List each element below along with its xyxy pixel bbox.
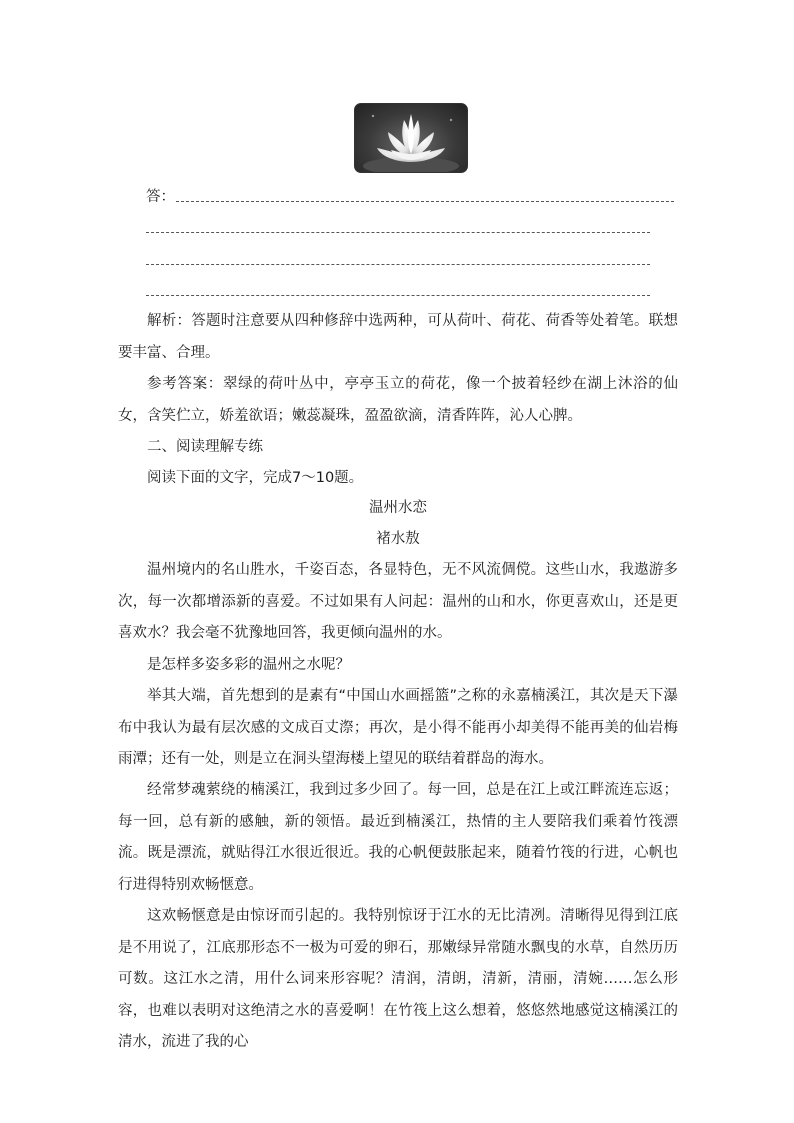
answer-line-2 [146,232,650,233]
article-title: 温州水恋 [369,500,427,516]
reference-answer: 参考答案：翠绿的荷叶丛中，亭亭玉立的荷花，像一个披着轻纱在湖上沐浴的仙女，含笑伫立，娇羞欲语；嫩蕊凝珠，盈盈欲滴，清香阵阵，沁人心脾。 [118,376,678,424]
instruction-text: 阅读下面的文字，完成7～10题。 [147,470,364,486]
article-paragraph-4: 经常梦魂萦绕的楠溪江，我到过多少回了。每一回，总是在江上或江畔流连忘返；每一回，总有新的感触，新的领悟。最近到楠溪江，热情的主人要陪我们乘着竹筏漂流。既是漂流，就贴得江水很近很近。我的心帆便鼓胀起来，随着竹筏的行进，心帆也行进得特别欢畅惬意。 [118,782,678,893]
answer-line-4 [146,295,650,296]
section-heading: 二、阅读理解专练 [147,439,263,455]
answer-label: 答： [146,189,175,205]
analysis-text: 解析：答题时注意要从四种修辞中选两种，可从荷叶、荷花、荷香等处着笔。联想要丰富、合理。 [118,313,678,361]
article-author: 褚水敖 [376,531,420,547]
lotus-image [354,103,468,173]
article-paragraph-5: 这欢畅惬意是由惊讶而引起的。我特别惊讶于江水的无比清冽。清晰得见得到江底是不用说了，江底那形态不一极为可爱的卵石，那嫩绿异常随水飘曳的水草，自然历历可数。这江水之清，用什么词来形容呢？清润，清朗，清新，清丽，清婉……怎么形容，也难以表明对这绝清之水的喜爱啊！在竹筏上这么想着，悠悠然地感觉这楠溪江的清水，流进了我的心 [118,908,678,1050]
article-paragraph-3: 举其大端，首先想到的是素有“中国山水画摇篮”之称的永嘉楠溪江，其次是天下瀑布中我认为最有层次感的文成百丈漈；再次，是小得不能再小却美得不能再美的仙岩梅雨潭；还有一处，则是立在洞头望海楼上望见的联结着群岛的海水。 [118,688,678,767]
answer-line-3 [146,264,650,265]
article-paragraph-2: 是怎样多姿多彩的温州之水呢？ [147,657,350,673]
answer-line-1 [176,201,674,202]
article-paragraph-1: 温州境内的名山胜水，千姿百态，各显特色，无不风流倜傥。这些山水，我遨游多次，每一次都增添新的喜爱。不过如果有人问起：温州的山和水，你更喜欢山，还是更喜欢水？我会毫不犹豫地回答，我更倾向温州的水。 [118,562,678,641]
